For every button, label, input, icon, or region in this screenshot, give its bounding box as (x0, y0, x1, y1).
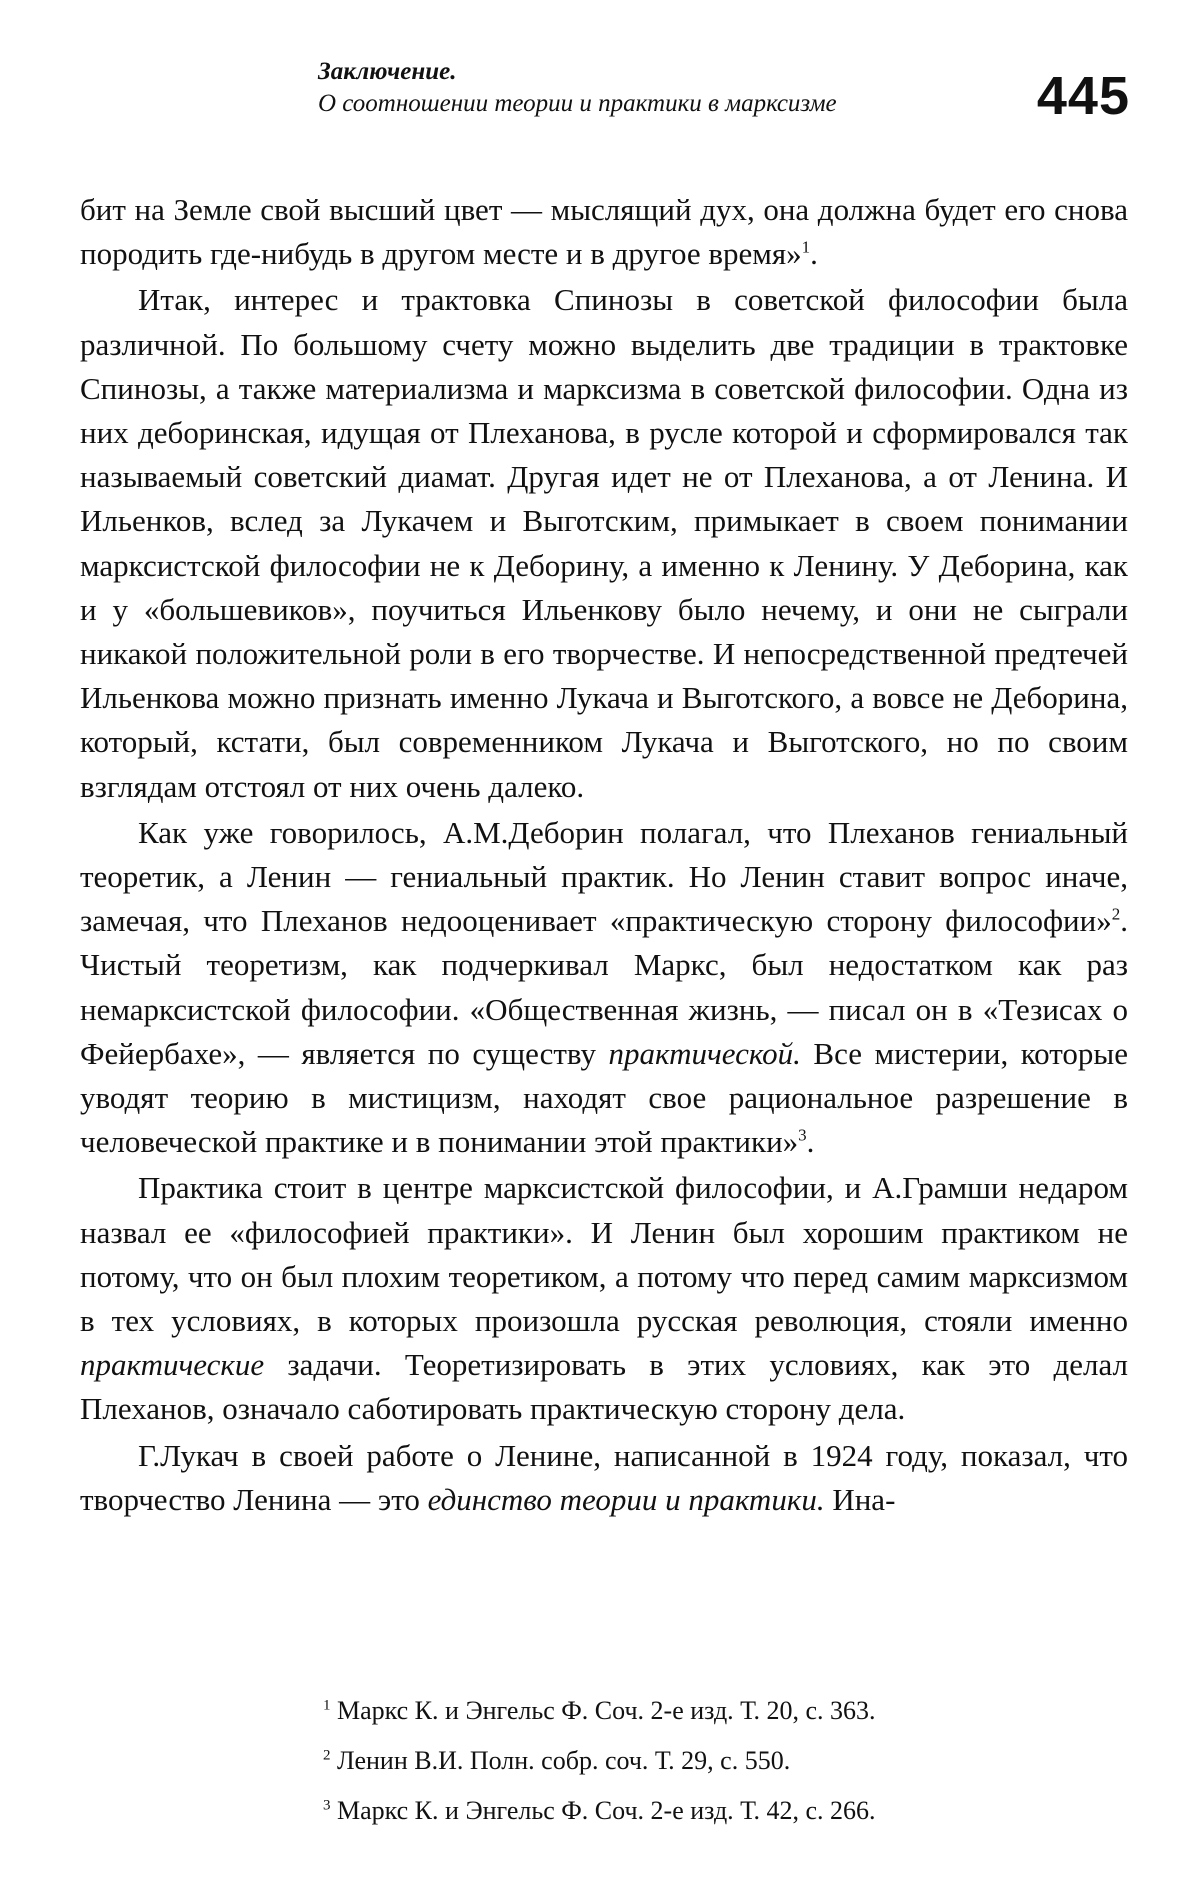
paragraph (80, 1166, 1128, 1431)
paragraph-text: задачи. Теоретизировать в этих условиях, как это делал Плеханов, означало саботировать практическую сторону дела. (80, 1347, 1128, 1427)
paragraph-text: . Чистый теоретизм, как подчеркивал Маркс, был недостатком как раз немарксистской философии. «Общественная жизнь, — писал он в «Тезисах о Фейербахе», — является по существу (80, 903, 1128, 1071)
footnote-mark: 2 (323, 1747, 331, 1764)
paragraph-text: бит на Земле свой высший цвет — мыслящий дух, она должна будет его снова породить где-нибудь в другом месте и в другое время» (80, 192, 1128, 272)
emphasis: практические (80, 1347, 265, 1383)
running-title (318, 56, 837, 120)
page-number: 445 (1036, 66, 1130, 126)
paragraph-text: Практика стоит в центре марксистской философии, и А.Грамши недаром назвал ее «философией практики». И Ленин был хорошим практиком не потому, что он был плохим теоретиком, а потому что перед самим марксизмом в тех условиях, в которых произошла русская революция, стояли именно (80, 1170, 1128, 1339)
footnote (323, 1686, 1103, 1736)
running-header (318, 56, 1130, 136)
paragraph-text: Все мистерии, которые уводят теорию в мистицизм, находят свое рациональное разрешение в человеческой практике и в понимании этой практики» (80, 1035, 1128, 1160)
paragraph (80, 1434, 1128, 1522)
paragraph-text: Г.Лукач в своей работе о Ленине, написанной в 1924 году, показал, что творчество Ленина — это (80, 1437, 1128, 1517)
paragraph-text: Как уже говорилось, А.М.Деборин полагал, что Плеханов гениальный теоретик, а Ленин — гениальный практик. Но Ленин ставит вопрос иначе, замечая, что Плеханов недооценивает «практическую сторону философии» (80, 814, 1128, 939)
footnotes (323, 1686, 1103, 1836)
paragraph-text: Итак, интерес и трактовка Спинозы в советской философии была различной. По большому счету можно выделить две традиции в трактовке Спинозы, а также материализма и марксизма в советской философии. Одна из них деборинская, идущая от Плеханова, в русле которой и сформировался так называемый советский диамат. Другая идет не от Плеханова, а от Ленина. И Ильенков, вслед за Лукачем и Выготским, примыкает в своем понимании марксистской философии не к Деборину, а именно к Ленину. У Деборина, как и у «большевиков», поучиться Ильенкову было нечему, и они не сыграли никакой положительной роли в его творчестве. И непосредственной предтечей Ильенкова можно признать именно Лукача и Выготского, а вовсе не Деборина, который, кстати, был современником Лукача и Выготского, но по своим взглядам отстоял от них очень далеко. (80, 282, 1128, 804)
emphasis: практической. (608, 1035, 801, 1071)
footnote-mark: 1 (323, 1697, 331, 1714)
paragraph (80, 278, 1128, 808)
chapter-title: Заключение. (318, 58, 457, 85)
footnote-text: Ленин В.И. Полн. собр. соч. Т. 29, с. 550. (337, 1746, 791, 1775)
paragraph: бит на Земле свой высший цвет — мыслящий дух, она должна будет его снова породить где-нибудь в другом месте и в другое время»$^1$. (80, 192, 1128, 272)
paragraph-text: . (806, 1124, 815, 1160)
footnote (323, 1736, 1103, 1786)
footnote-ref: 2 (1111, 904, 1121, 924)
footnote-ref: 3 (798, 1125, 807, 1145)
paragraph-text: Ина- (824, 1481, 896, 1517)
chapter-subtitle: О соотношении теории и практики в марксизме (318, 90, 837, 117)
emphasis: единство теории и практики. (427, 1481, 825, 1517)
paragraph (80, 811, 1128, 1165)
footnote-text: Маркс К. и Энгельс Ф. Соч. 2-е изд. Т. 20, с. 363. (337, 1696, 876, 1725)
footnote (323, 1786, 1103, 1836)
main-text (80, 188, 1128, 1522)
footnote-mark: 3 (323, 1797, 331, 1814)
footnote-text: Маркс К. и Энгельс Ф. Соч. 2-е изд. Т. 42, с. 266. (337, 1796, 876, 1825)
footnote-ref: 1 (801, 237, 811, 257)
